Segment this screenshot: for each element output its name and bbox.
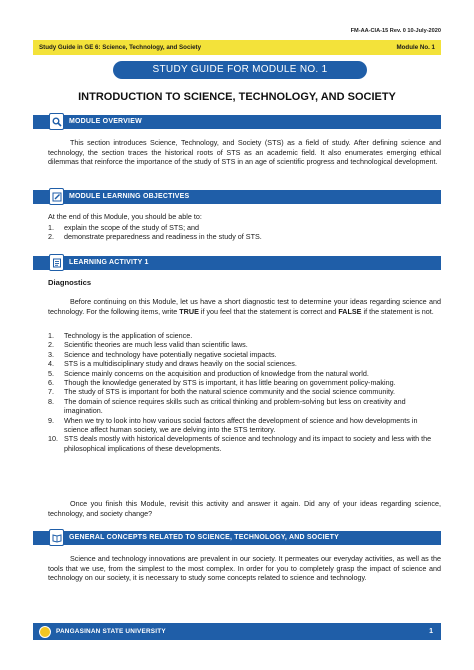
university-seal-icon <box>39 626 51 638</box>
list-item-text: Scientific theories are much less valid than scientific laws. <box>64 340 248 350</box>
concepts-text: Science and technology innovations are prevalent in our society. It permeates our everyday activities, as well as the tools that we use, from the simplest to the most complex. In order for you to completely grasp the impact of science and technology on our society, it is necessary to study some concepts related to science and technology. <box>48 554 441 583</box>
list-item-number: 5. <box>48 368 54 378</box>
list-item-number: 7. <box>48 387 54 397</box>
diagnostics-heading: Diagnostics <box>48 278 92 287</box>
book-icon <box>49 529 64 546</box>
list-item-text: The domain of science requires skills such as critical thinking and problem-solving but less on creativity and imagination. <box>64 396 406 416</box>
section-bar-objectives <box>33 190 441 204</box>
list-item-text: explain the scope of the study of STS; and <box>64 223 200 232</box>
list-item <box>48 369 441 378</box>
section-bar-activity <box>33 256 441 270</box>
list-item-number: 1. <box>48 331 54 340</box>
list-item <box>48 232 441 241</box>
pencil-icon <box>49 188 64 205</box>
list-item <box>48 416 441 435</box>
activity-closing: Once you finish this Module, revisit this activity and answer it again. Did any of your ideas regarding science, technology, and society change? <box>48 499 441 518</box>
section-bar-overview <box>33 115 441 129</box>
activity-intro: Before continuing on this Module, let us have a short diagnostic test to determine your ideas regarding science and technology. For the following items, write TRUE if you feel that the statement is correct and FALSE if the statement is not. <box>48 297 441 316</box>
list-item <box>48 359 441 368</box>
list-item <box>48 387 441 396</box>
list-item-text: STS is a multidisciplinary study and draws heavily on the social sciences. <box>64 359 297 369</box>
list-item-number: 2. <box>48 340 54 350</box>
list-item-text: Science mainly concerns on the acquisition and production of knowledge from the natural world. <box>64 368 369 378</box>
list-item-number: 2. <box>48 232 54 242</box>
list-item-text: The study of STS is important for both the natural science community and the social science community. <box>64 387 396 397</box>
list-item-text: Science and technology have potentially negative societal impacts. <box>64 349 277 359</box>
list-item-text: STS deals mostly with historical developments of science and technology and its impact to society and less with the philosophical implications of these developments. <box>64 434 432 453</box>
list-item <box>48 223 441 232</box>
list-item-text: Though the knowledge generated by STS is important, it has little bearing on government policy-making. <box>64 378 396 388</box>
list-item-number: 6. <box>48 378 54 388</box>
list-item-number: 8. <box>48 396 54 406</box>
list-item <box>48 350 441 359</box>
list-item-text: demonstrate preparedness and readiness in the study of STS. <box>64 232 262 242</box>
section-heading: MODULE OVERVIEW <box>69 118 142 125</box>
list-item <box>48 434 441 453</box>
list-item-number: 10. <box>48 434 58 444</box>
header-bar <box>33 40 441 55</box>
header-course: Study Guide in GE 6: Science, Technology, and Society <box>39 44 202 51</box>
list-item-text: When we try to look into how various social factors affect the development of science and how developments in science affect human society, we are delving into the STS territory. <box>64 415 418 435</box>
overview-text: This section introduces Science, Technology, and Society (STS) as a field of study. After defining science and technology, the section traces the historical roots of STS as an academic field. It also enumerates emerging ethical dilemmas that reinforce the importance of the study of STS in an age of scientific progress and technological development. <box>48 138 441 167</box>
objectives-intro: At the end of this Module, you should be able to: <box>48 212 202 221</box>
list-item <box>48 397 441 416</box>
activity-list <box>48 331 441 453</box>
list-item-number: 9. <box>48 415 54 425</box>
list-item-number: 1. <box>48 223 54 232</box>
section-bar-concepts <box>33 531 441 545</box>
footer-bar <box>33 623 441 640</box>
module-banner: STUDY GUIDE FOR MODULE NO. 1 <box>113 61 367 79</box>
section-heading: MODULE LEARNING OBJECTIVES <box>69 193 190 200</box>
university-name: PANGASINAN STATE UNIVERSITY <box>56 628 166 635</box>
list-item-text: Technology is the application of science. <box>64 331 193 340</box>
section-heading: LEARNING ACTIVITY 1 <box>69 259 149 266</box>
notepad-icon <box>49 254 64 271</box>
section-heading: GENERAL CONCEPTS RELATED TO SCIENCE, TECHNOLOGY, AND SOCIETY <box>69 534 339 541</box>
document-reference: FM-AA-CIA-15 Rev. 0 10-July-2020 <box>350 28 441 34</box>
header-module: Module No. 1 <box>396 44 435 51</box>
list-item-number: 3. <box>48 349 54 359</box>
list-item <box>48 378 441 387</box>
list-item <box>48 331 441 340</box>
list-item <box>48 340 441 349</box>
page-number: 1 <box>429 628 433 635</box>
magnifier-icon <box>49 113 64 130</box>
objectives-list <box>48 223 441 242</box>
list-item-number: 4. <box>48 359 54 369</box>
page-title: INTRODUCTION TO SCIENCE, TECHNOLOGY, AND SOCIETY <box>78 91 396 103</box>
